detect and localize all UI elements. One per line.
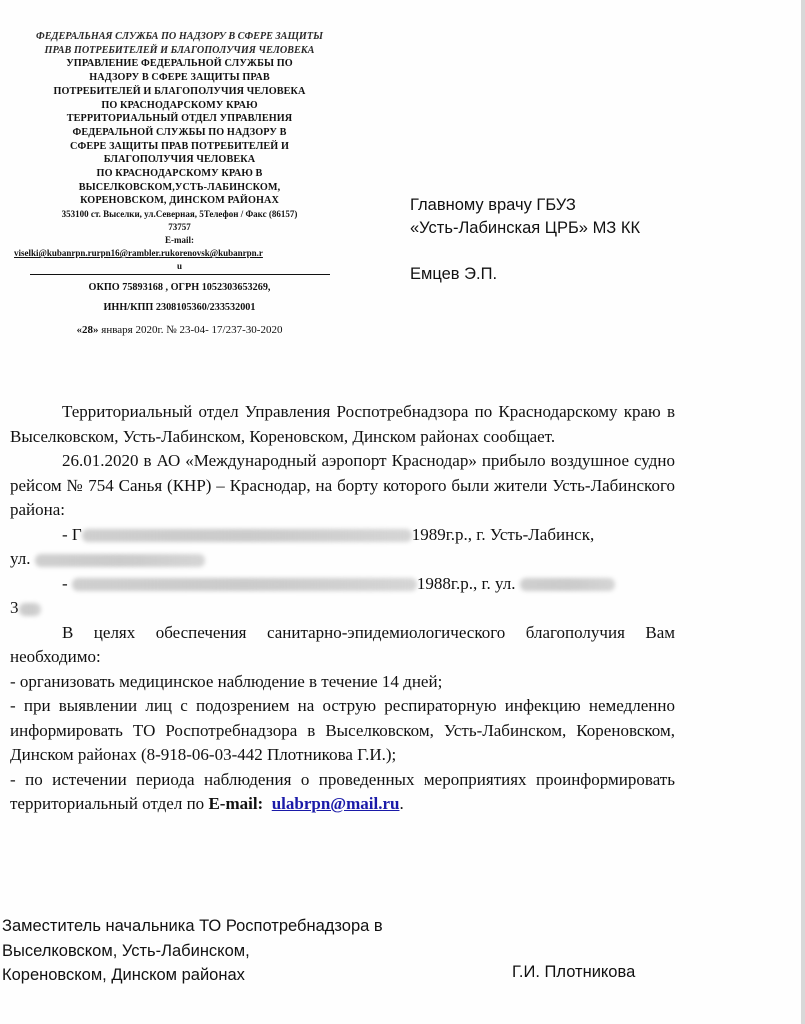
office-line: ВЫСЕЛКОВСКОМ,УСТЬ-ЛАБИНСКОМ,	[78, 181, 281, 193]
redacted-area	[19, 603, 41, 616]
office-line: ТЕРРИТОРИАЛЬНЫЙ ОТДЕЛ УПРАВЛЕНИЯ	[66, 113, 293, 125]
passenger-2	[10, 572, 675, 597]
paragraph-purpose: В целях обеспечения санитарно-эпидемиологического благополучия Вам необходимо:	[10, 622, 675, 666]
passenger-1-address	[10, 547, 675, 572]
letter-day: «28»	[76, 323, 99, 336]
email-label: E-mail:	[165, 235, 194, 246]
office-emails-tail: u	[176, 261, 182, 272]
passenger-1-street: ул.	[10, 549, 31, 568]
office-emails	[12, 247, 347, 260]
letterhead	[12, 30, 347, 337]
signatory-line-3: Кореновском, Динском районах	[2, 966, 245, 984]
inn-kpp: ИНН/КПП 2308105360/233532001	[103, 301, 256, 313]
office-line: ПО КРАСНОДАРСКОМУ КРАЮ	[101, 99, 258, 111]
office-line: ПО КРАСНОДАРСКОМУ КРАЮ В	[96, 168, 263, 180]
agency-line-1: ФЕДЕРАЛЬНАЯ СЛУЖБА ПО НАДЗОРУ В СФЕРЕ ЗАЩИТЫ	[36, 31, 323, 42]
addressee-line-1: Главному врачу ГБУЗ	[410, 196, 576, 214]
instruction-3-text: - по истечении периода наблюдения о проведенных мероприятиях проинформировать территориальный отдел по	[10, 769, 675, 813]
redacted-area	[82, 529, 412, 542]
signatory-title	[2, 914, 383, 988]
passenger-2-address	[10, 596, 675, 621]
office-line: ФЕДЕРАЛЬНОЙ СЛУЖБЫ ПО НАДЗОРУ В	[72, 126, 287, 138]
office-emails-text: viselki@kubanrpn.rurpn16@rambler.rukorenovsk@kubanrpn.r	[14, 248, 263, 259]
redacted-area	[72, 578, 417, 591]
passenger-1-start: - Г	[62, 524, 82, 544]
instruction-2: - при выявлении лиц с подозрением на острую респираторную инфекцию немедленно информировать ТО Роспотребнадзора в Выселковском, Усть-Лабинском, Кореновском, Динском районах (8-918-06-03-442 Плотникова Г.И.);	[10, 696, 675, 764]
okpo-ogrn: ОКПО 75893168 , ОГРН 1052303653269,	[88, 282, 271, 294]
page-edge	[801, 0, 805, 1024]
addressee-block	[410, 194, 640, 286]
instruction-3-email-label: E-mail:	[208, 794, 264, 813]
signatory-line-2: Выселковском, Усть-Лабинском,	[2, 941, 250, 960]
office-address: 353100 ст. Выселки, ул.Северная, 5Телефон / Факс (86157)	[61, 209, 298, 220]
paragraph-intro: Территориальный отдел Управления Роспотребнадзора по Краснодарскому краю в Выселковском, Усть-Лабинском, Кореновском, Динском районах сообщает.	[10, 402, 675, 446]
redacted-area	[520, 578, 615, 591]
addressee-line-2: «Усть-Лабинская ЦРБ» МЗ КК	[410, 219, 641, 237]
paragraph-flight: 26.01.2020 в АО «Международный аэропорт Краснодар» прибыло воздушное судно рейсом № 754 Санья (КНР) – Краснодар, на борту которого были жители Усть-Лабинского района:	[10, 451, 675, 519]
passenger-2-start: -	[62, 573, 72, 593]
instruction-3	[10, 768, 675, 817]
agency-line-2: ПРАВ ПОТРЕБИТЕЛЕЙ И БЛАГОПОЛУЧИЯ ЧЕЛОВЕКА	[44, 44, 315, 56]
instruction-3-end: .	[399, 794, 404, 813]
office-line: ПОТРЕБИТЕЛЕЙ И БЛАГОПОЛУЧИЯ ЧЕЛОВЕКА	[53, 85, 306, 97]
signatory-name: Г.И. Плотникова	[512, 963, 636, 981]
office-phone: 73757	[168, 222, 191, 233]
letter-date-number	[12, 324, 347, 338]
office-line: УПРАВЛЕНИЕ ФЕДЕРАЛЬНОЙ СЛУЖБЫ ПО	[66, 58, 293, 70]
signatory-line-1: Заместитель начальника ТО Роспотребнадзора в	[2, 917, 383, 935]
letter-date-rest: января 2020г. № 23-04- 17/237-30-2020	[98, 323, 283, 336]
passenger-2-end: 1988г.р., г. ул.	[416, 573, 516, 593]
office-line: КОРЕНОВСКОМ, ДИНСКОМ РАЙОНАХ	[80, 195, 279, 207]
instruction-1: - организовать медицинское наблюдение в течение 14 дней;	[10, 671, 443, 691]
office-line: СФЕРЕ ЗАЩИТЫ ПРАВ ПОТРЕБИТЕЛЕЙ И	[70, 140, 289, 152]
office-line: БЛАГОПОЛУЧИЯ ЧЕЛОВЕКА	[103, 154, 256, 166]
redacted-area	[35, 554, 205, 567]
passenger-1	[10, 523, 675, 548]
addressee-name: Емцев Э.П.	[410, 265, 498, 283]
contact-email-link[interactable]: ulabrpn@mail.ru	[271, 794, 400, 813]
letter-body	[10, 400, 675, 817]
passenger-2-house: 3	[10, 598, 19, 617]
passenger-1-end: 1989г.р., г. Усть-Лабинск,	[411, 524, 595, 544]
office-line: НАДЗОРУ В СФЕРЕ ЗАЩИТЫ ПРАВ	[89, 72, 270, 84]
